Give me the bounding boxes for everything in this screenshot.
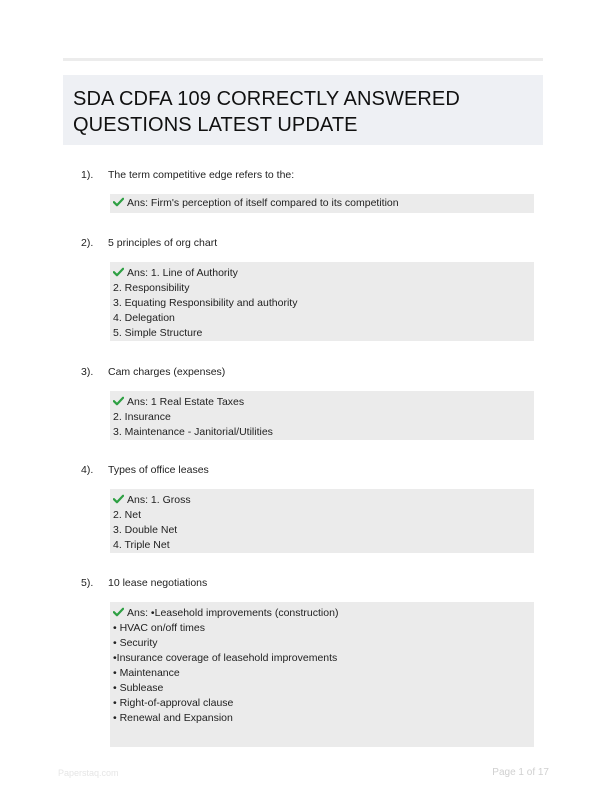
question-number: 4).: [81, 464, 94, 476]
answer-line: • Maintenance: [113, 667, 180, 679]
answer-line: •Insurance coverage of leasehold improvements: [113, 652, 338, 664]
page-indicator: Page 1 of 17: [492, 767, 549, 778]
check-icon: [113, 267, 124, 277]
document-title-line-1: SDA CDFA 109 CORRECTLY ANSWERED: [73, 88, 460, 110]
answer-box-1: [110, 194, 534, 213]
answer-line: 2. Insurance: [113, 411, 171, 423]
question-number: 5).: [81, 577, 94, 589]
top-divider: [63, 58, 543, 61]
answer-box-4: [110, 489, 534, 553]
answer-line: Ans: 1. Gross: [113, 493, 530, 508]
document-title-box: [63, 75, 543, 145]
answer-box-3: [110, 391, 534, 440]
answer-line: 2. Net: [113, 509, 142, 521]
answer-line: • Security: [113, 637, 158, 649]
answer-line: • HVAC on/off times: [113, 622, 205, 634]
check-icon: [113, 396, 124, 406]
answer-line: 3. Double Net: [113, 524, 178, 536]
question-number: 3).: [81, 366, 94, 378]
answer-line: • Right-of-approval clause: [113, 697, 234, 709]
answer-line: 4. Delegation: [113, 312, 175, 324]
answer-line: 5. Simple Structure: [113, 327, 203, 339]
check-icon: [113, 197, 124, 207]
answer-line: 3. Maintenance - Janitorial/Utilities: [113, 426, 273, 438]
check-icon: [113, 494, 124, 504]
question-number: 2).: [81, 237, 94, 249]
check-icon: [113, 607, 124, 617]
answer-line: 4. Triple Net: [113, 539, 170, 551]
answer-box-2: [110, 262, 534, 341]
answer-line: 3. Equating Responsibility and authority: [113, 297, 298, 309]
answer-line: • Renewal and Expansion: [113, 712, 233, 724]
question-text: 5 principles of org chart: [108, 237, 218, 249]
answer-line: Ans: Firm's perception of itself compared to its competition: [113, 196, 530, 211]
answer-line: Ans: 1 Real Estate Taxes: [113, 395, 530, 410]
question-text: 10 lease negotiations: [108, 577, 208, 589]
answer-line: Ans: 1. Line of Authority: [113, 266, 530, 281]
document-title-line-2: QUESTIONS LATEST UPDATE: [73, 114, 358, 136]
question-number: 1).: [81, 169, 94, 181]
answer-line: Ans: •Leasehold improvements (construction): [113, 606, 530, 621]
question-text: Types of office leases: [108, 464, 209, 476]
question-text: The term competitive edge refers to the:: [108, 169, 295, 181]
answer-box-5: [110, 602, 534, 747]
answer-line: 2. Responsibility: [113, 282, 190, 294]
question-text: Cam charges (expenses): [108, 366, 226, 378]
answer-line: • Sublease: [113, 682, 164, 694]
footer-watermark: Paperstaq.com: [58, 768, 119, 778]
